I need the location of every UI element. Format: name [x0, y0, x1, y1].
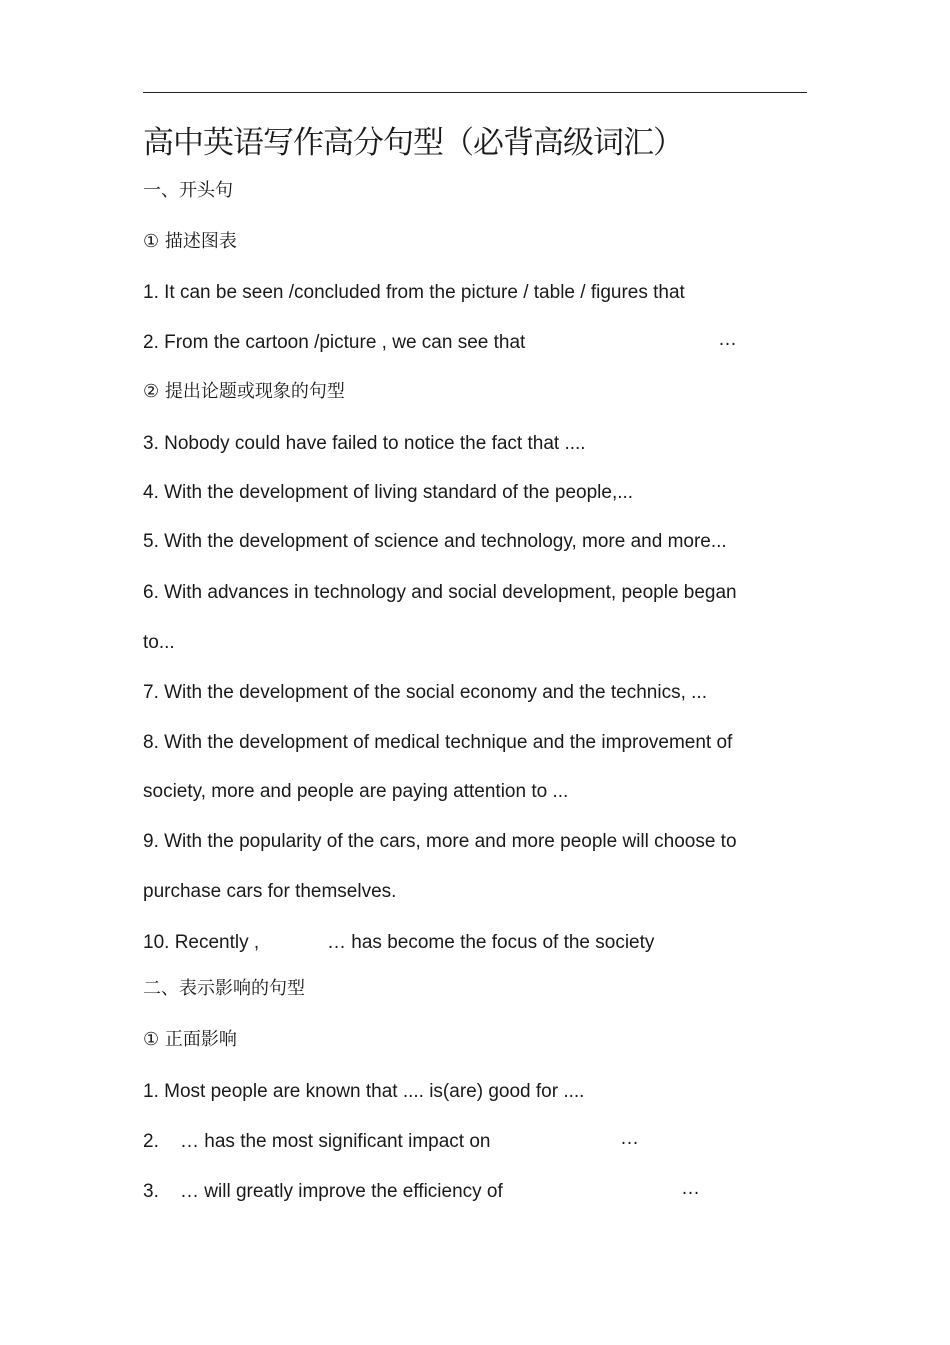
section2-sentence-3-number: 3. — [143, 1181, 159, 1202]
section2-sentence-3: … will greatly improve the efficiency of — [180, 1181, 503, 1202]
sentence-7: 7. With the development of the social economy and the technics, ... — [143, 682, 707, 703]
document-title: 高中英语写作高分句型（必背高级词汇） — [143, 125, 683, 161]
section1-subheading-1: ① 描述图表 — [143, 231, 237, 252]
sentence-1: 1. It can be seen /concluded from the picture / table / figures that — [143, 282, 685, 303]
sentence-2: 2. From the cartoon /picture , we can see that — [143, 332, 526, 353]
section2-sentence-2: … has the most significant impact on — [180, 1131, 491, 1152]
sentence-5: 5. With the development of science and technology, more and more... — [143, 531, 727, 552]
section2-sentence-3-ellipsis: … — [681, 1178, 700, 1199]
header-rule — [143, 92, 807, 93]
sentence-8-line-2: society, more and people are paying attention to ... — [143, 781, 569, 802]
sentence-6-line-1: 6. With advances in technology and social development, people began — [143, 582, 737, 603]
sentence-8-line-1: 8. With the development of medical technique and the improvement of — [143, 732, 733, 753]
section1-subheading-2: ② 提出论题或现象的句型 — [143, 381, 345, 402]
section2-sentence-2-number: 2. — [143, 1131, 159, 1152]
sentence-2-ellipsis: … — [718, 329, 737, 350]
sentence-9-line-1: 9. With the popularity of the cars, more and more people will choose to — [143, 831, 737, 852]
section2-heading: 二、表示影响的句型 — [143, 978, 305, 999]
sentence-4: 4. With the development of living standard of the people,... — [143, 482, 634, 503]
section2-sentence-2-ellipsis: … — [620, 1128, 639, 1149]
sentence-6-line-2: to... — [143, 632, 175, 653]
sentence-10-start: 10. Recently , — [143, 932, 260, 953]
sentence-3: 3. Nobody could have failed to notice the fact that .... — [143, 433, 586, 454]
sentence-10-end: … has become the focus of the society — [327, 932, 655, 953]
sentence-9-line-2: purchase cars for themselves. — [143, 881, 397, 902]
section2-subheading-1: ① 正面影响 — [143, 1029, 237, 1050]
section2-sentence-1: 1. Most people are known that .... is(are) good for .... — [143, 1081, 585, 1102]
section1-heading: 一、开头句 — [143, 180, 233, 201]
